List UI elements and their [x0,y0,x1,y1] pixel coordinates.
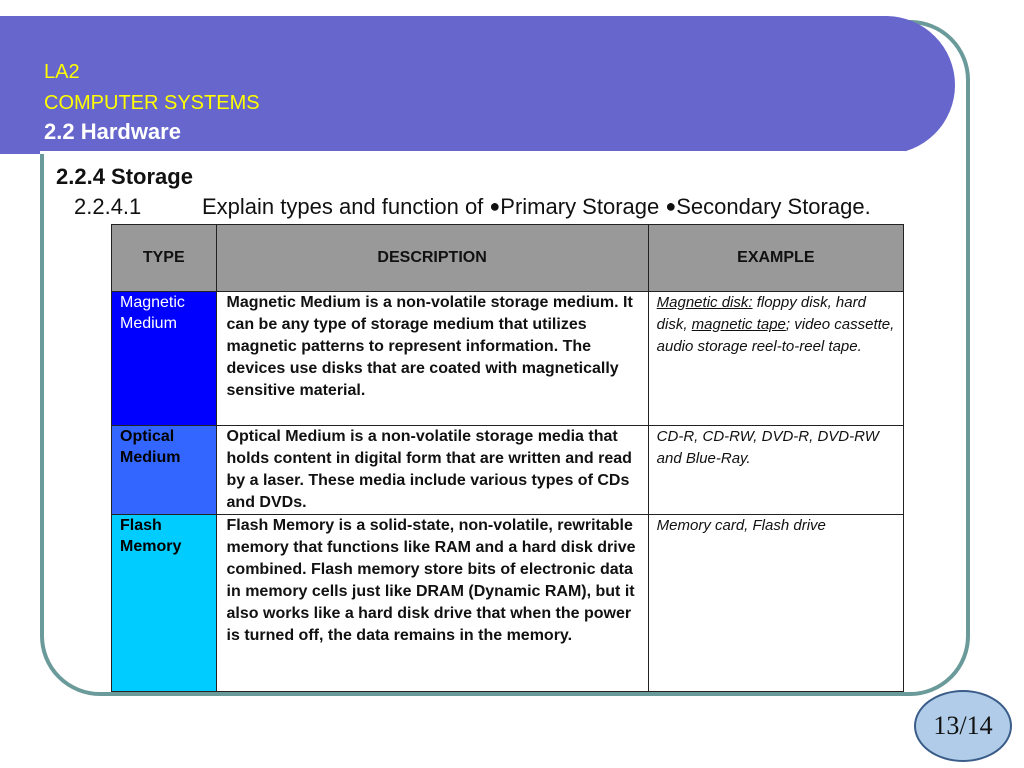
column-header-example: EXAMPLE [648,225,903,292]
table-row [112,515,904,692]
type-cell: Flash Memory [112,515,217,692]
example-text: floppy disk, hard disk, [656,294,866,333]
learning-outcome [74,194,871,220]
description-cell: Flash Memory is a solid-state, non-volatile, rewritable memory that functions like RAM and a hard disk drive combined. Flash memory store bits of electronic data in memory cells just like DRAM (Dynamic RAM), but it also works like a hard disk drive that when the power is turned off, the data remains in the memory. [216,515,648,692]
outcome-item-secondary: Secondary Storage. [676,194,871,219]
description-cell: Magnetic Medium is a non-volatile storage medium. It can be any type of storage medium that utilizes magnetic patterns to represent information. The devices use disks that are coated with magnetically sensitive material. [216,292,648,426]
type-cell: Optical Medium [112,426,217,515]
title-banner [0,16,955,154]
course-title: COMPUTER SYSTEMS [44,92,260,114]
page-number-badge: 13/14 [914,690,1012,762]
example-text: ; video cassette, audio storage reel-to-reel tape. [656,316,895,355]
banner-divider [40,151,905,154]
example-cell: Memory card, Flash drive [648,515,903,692]
column-header-description: DESCRIPTION [216,225,648,292]
bullet-icon: ● [489,196,501,216]
type-cell: Magnetic Medium [112,292,217,426]
column-header-type: TYPE [112,225,217,292]
bullet-icon: ● [665,196,677,216]
course-code: LA2 [44,61,80,83]
example-link[interactable]: Magnetic disk: [656,294,753,311]
example-link[interactable]: magnetic tape [691,316,786,333]
example-cell [648,292,903,426]
table-row [112,426,904,515]
outcome-number: 2.2.4.1 [74,194,142,219]
example-cell: CD-R, CD-RW, DVD-R, DVD-RW and Blue-Ray. [648,426,903,515]
slide-title: 2.2 Hardware [44,119,181,144]
outcome-text: Explain types and function of [202,194,490,219]
table-header-row [112,225,904,292]
outcome-item-primary: Primary Storage [500,194,666,219]
section-heading: 2.2.4 Storage [56,164,193,189]
storage-table [111,224,904,692]
description-cell: Optical Medium is a non-volatile storage media that holds content in digital form that are written and read by a laser. These media include various types of CDs and DVDs. [216,426,648,515]
table-row [112,292,904,426]
